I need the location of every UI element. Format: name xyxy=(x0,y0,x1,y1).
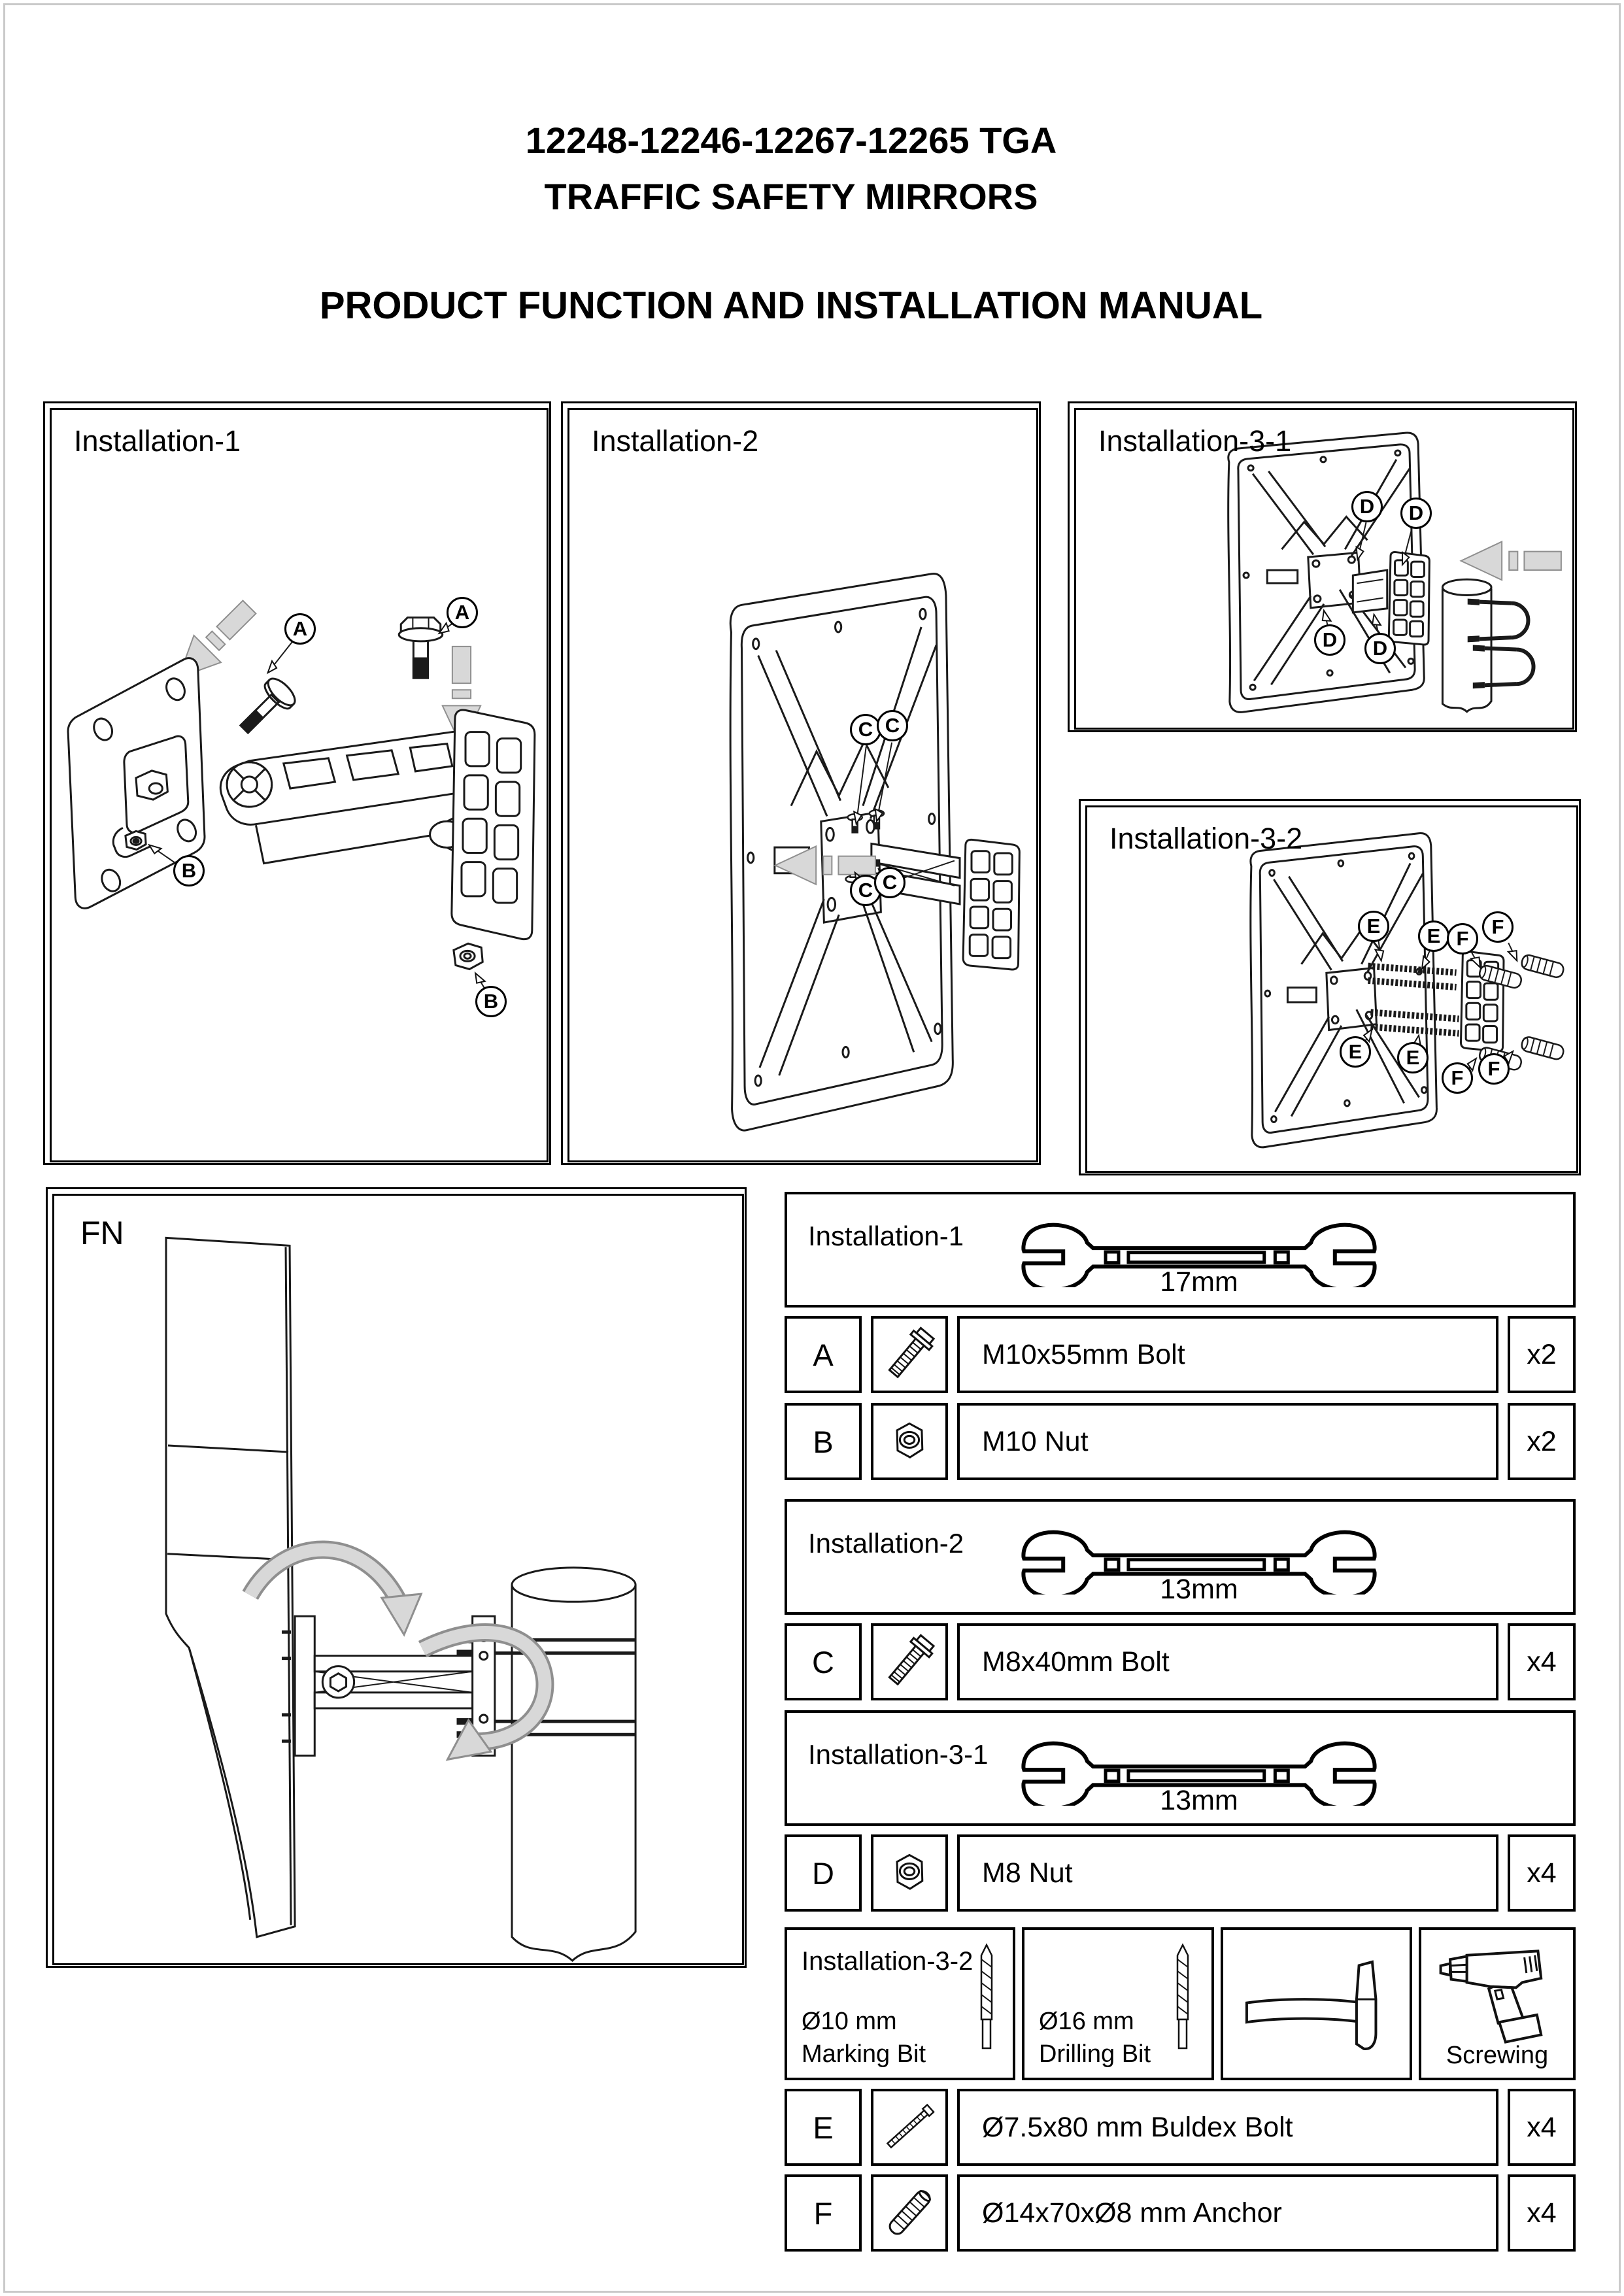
part-desc: M10 Nut xyxy=(982,1425,1089,1457)
part-qty: x4 xyxy=(1527,2197,1557,2229)
part-qty: x2 xyxy=(1527,1338,1557,1370)
callout-d: D xyxy=(1364,633,1396,664)
part-desc-cell xyxy=(957,1316,1498,1393)
part-icon-cell xyxy=(871,1316,948,1393)
part-desc: Ø7.5x80 mm Buldex Bolt xyxy=(982,2111,1293,2143)
part-qty-cell xyxy=(1508,1316,1576,1393)
panel-installation-3-2 xyxy=(1079,799,1581,1175)
anchor-icon xyxy=(879,2183,939,2243)
part-desc-cell xyxy=(957,2089,1498,2166)
hammer-icon xyxy=(1238,1944,1395,2065)
part-desc-cell xyxy=(957,1403,1498,1480)
installation-3-2-diagram xyxy=(1087,807,1576,1171)
drill-bit-icon xyxy=(972,1940,1001,2055)
callout-a: A xyxy=(284,613,316,645)
callout-b: B xyxy=(173,855,205,886)
tool-cell-marking-bit xyxy=(785,1927,1015,2080)
part-desc: M8x40mm Bolt xyxy=(982,1646,1170,1678)
panel-title-installation-3-1: Installation-3-1 xyxy=(1098,424,1292,458)
part-desc: M8 Nut xyxy=(982,1857,1073,1889)
part-qty-cell xyxy=(1508,1403,1576,1480)
part-icon-cell xyxy=(871,2174,948,2252)
part-qty: x4 xyxy=(1527,2111,1557,2143)
part-qty-cell xyxy=(1508,2089,1576,2166)
panel-title-installation-1: Installation-1 xyxy=(74,424,241,458)
wrench-size-label: 17mm xyxy=(1160,1266,1238,1298)
panel-installation-3-1 xyxy=(1068,401,1577,732)
part-letter: C xyxy=(812,1644,834,1680)
part-qty-cell xyxy=(1508,2174,1576,2252)
callout-f: F xyxy=(1447,923,1478,954)
callout-c: C xyxy=(877,710,908,741)
callout-d: D xyxy=(1351,491,1383,522)
callout-e: E xyxy=(1340,1036,1371,1068)
part-letter: F xyxy=(813,2195,833,2231)
product-name-title: TRAFFIC SAFETY MIRRORS xyxy=(544,176,1038,217)
parts-header-installation-2 xyxy=(785,1499,1576,1615)
part-desc: Ø14x70xØ8 mm Anchor xyxy=(982,2197,1282,2229)
callout-f: F xyxy=(1482,911,1514,943)
part-icon-cell xyxy=(871,1623,948,1700)
part-desc-cell xyxy=(957,1623,1498,1700)
tool-cell-drilling-bit xyxy=(1022,1927,1214,2080)
part-icon-cell xyxy=(871,1403,948,1480)
callout-f: F xyxy=(1442,1062,1473,1094)
callout-f: F xyxy=(1478,1053,1510,1085)
part-letter: E xyxy=(813,2110,834,2145)
tool-name: Drilling Bit xyxy=(1039,2040,1151,2068)
part-letter-cell xyxy=(785,1834,862,1912)
callout-e: E xyxy=(1358,911,1389,942)
tool-name: Screwing xyxy=(1446,2042,1549,2069)
part-letter: D xyxy=(812,1855,834,1891)
tool-cell-screwing xyxy=(1419,1927,1576,2080)
product-code-title: 12248-12246-12267-12265 TGA xyxy=(525,120,1057,161)
hex-bolt-icon xyxy=(879,1325,939,1385)
tool-cell-hammer xyxy=(1221,1927,1412,2080)
fn-diagram xyxy=(54,1196,742,1963)
callout-b: B xyxy=(475,986,507,1017)
part-letter: B xyxy=(813,1424,834,1459)
panel-installation-1 xyxy=(43,401,551,1165)
manual-subtitle: PRODUCT FUNCTION AND INSTALLATION MANUAL xyxy=(319,284,1263,327)
part-qty: x4 xyxy=(1527,1646,1557,1678)
panel-installation-2 xyxy=(561,401,1041,1165)
parts-header-installation-3-1 xyxy=(785,1710,1576,1826)
callout-e: E xyxy=(1397,1042,1429,1073)
parts-section-title: Installation-3-2 xyxy=(802,1947,973,1976)
part-qty-cell xyxy=(1508,1834,1576,1912)
panel-fn xyxy=(46,1187,747,1968)
part-qty: x4 xyxy=(1527,1857,1557,1889)
part-letter-cell xyxy=(785,2089,862,2166)
part-letter-cell xyxy=(785,1623,862,1700)
panel-title-installation-2: Installation-2 xyxy=(592,424,759,458)
callout-c: C xyxy=(874,867,905,898)
tool-size: Ø10 mm xyxy=(802,2008,897,2035)
callout-a: A xyxy=(447,597,478,628)
part-letter-cell xyxy=(785,2174,862,2252)
drill-bit-icon xyxy=(1168,1940,1197,2055)
callout-c: C xyxy=(850,714,881,745)
parts-header-installation-1 xyxy=(785,1192,1576,1308)
part-icon-cell xyxy=(871,2089,948,2166)
power-drill-icon xyxy=(1434,1936,1565,2049)
wrench-size-label: 13mm xyxy=(1160,1574,1238,1605)
parts-section-title: Installation-2 xyxy=(808,1528,964,1559)
parts-section-title: Installation-3-1 xyxy=(808,1739,989,1770)
part-letter-cell xyxy=(785,1316,862,1393)
callout-d: D xyxy=(1400,498,1432,529)
parts-section-title: Installation-1 xyxy=(808,1221,964,1251)
hex-nut-icon xyxy=(881,1413,938,1470)
tool-name: Marking Bit xyxy=(802,2040,926,2068)
part-icon-cell xyxy=(871,1834,948,1912)
part-desc: M10x55mm Bolt xyxy=(982,1338,1185,1370)
wrench-size-label: 13mm xyxy=(1160,1785,1238,1816)
tool-size: Ø16 mm xyxy=(1039,2008,1134,2035)
part-qty-cell xyxy=(1508,1623,1576,1700)
callout-c: C xyxy=(850,875,881,906)
callout-d: D xyxy=(1314,624,1345,656)
hex-nut-icon xyxy=(881,1845,938,1901)
hex-bolt-icon xyxy=(879,1632,939,1692)
callout-e: E xyxy=(1418,920,1449,952)
part-letter: A xyxy=(813,1337,834,1372)
panel-title-installation-3-2: Installation-3-2 xyxy=(1109,822,1303,855)
part-desc-cell xyxy=(957,2174,1498,2252)
installation-2-diagram xyxy=(569,410,1036,1160)
part-letter-cell xyxy=(785,1403,862,1480)
buldex-bolt-icon xyxy=(879,2097,939,2157)
part-desc-cell xyxy=(957,1834,1498,1912)
panel-title-fn: FN xyxy=(80,1215,124,1251)
part-qty: x2 xyxy=(1527,1425,1557,1457)
installation-1-diagram xyxy=(52,410,547,1160)
